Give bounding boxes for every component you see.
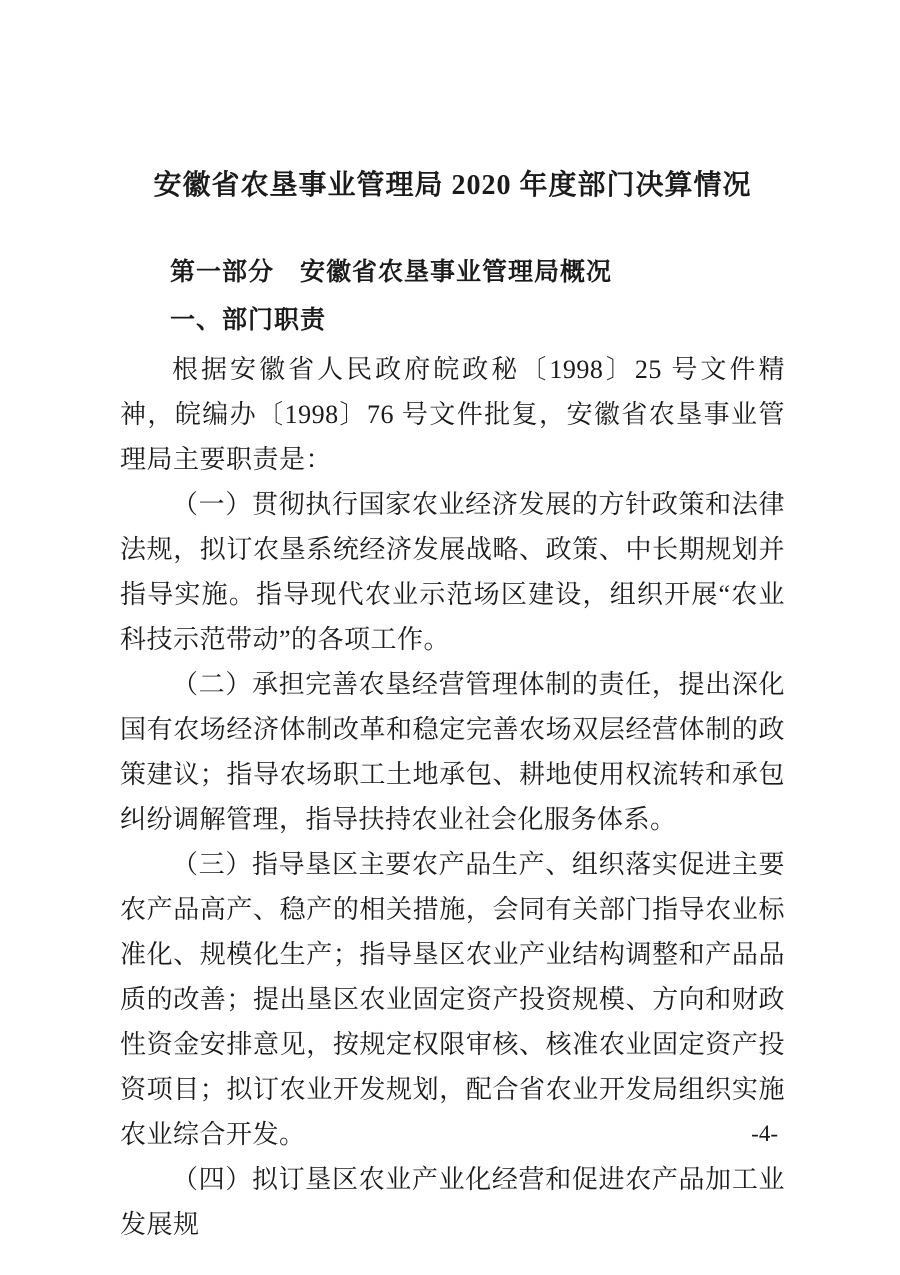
paragraph-duty-1: （一）贯彻执行国家农业经济发展的方针政策和法律法规，拟订农垦系统经济发展战略、政策、中长期规划并指导实施。指导现代农业示范场区建设，组织开展“农业科技示范带动”的各项工作。 [120, 490, 785, 654]
page-number: -4- [751, 1121, 778, 1146]
section-department-duties-heading: 一、部门职责 [170, 306, 327, 334]
paragraph-duty-2: （二）承担完善农垦经营管理体制的责任，提出深化国有农场经济体制改革和稳定完善农场双层经营体制的政策建议；指导农场职工土地承包、耕地使用权流转和承包纠纷调解管理，指导扶持农业社会化服务体系。 [120, 670, 785, 834]
document-body [120, 347, 785, 1247]
part-one-heading: 第一部分 安徽省农垦事业管理局概况 [170, 258, 613, 286]
paragraph-intro: 根据安徽省人民政府皖政秘〔1998〕25 号文件精神，皖编办〔1998〕76 号文件批复，安徽省农垦事业管理局主要职责是： [120, 355, 785, 474]
paragraph-duty-3: （三）指导垦区主要农产品生产、组织落实促进主要农产品高产、稳产的相关措施，会同有关部门指导农业标准化、规模化生产；指导垦区农业产业结构调整和产品品质的改善；提出垦区农业固定资产投资规模、方向和财政性资金安排意见，按规定权限审核、核准农业固定资产投资项目；拟订农业开发规划，配合省农业开发局组织实施农业综合开发。 [120, 850, 785, 1149]
document-title: 安徽省农垦事业管理局 2020 年度部门决算情况 [153, 170, 752, 201]
paragraph-duty-4: （四）拟订垦区农业产业化经营和促进农产品加工业发展规 [120, 1165, 785, 1239]
